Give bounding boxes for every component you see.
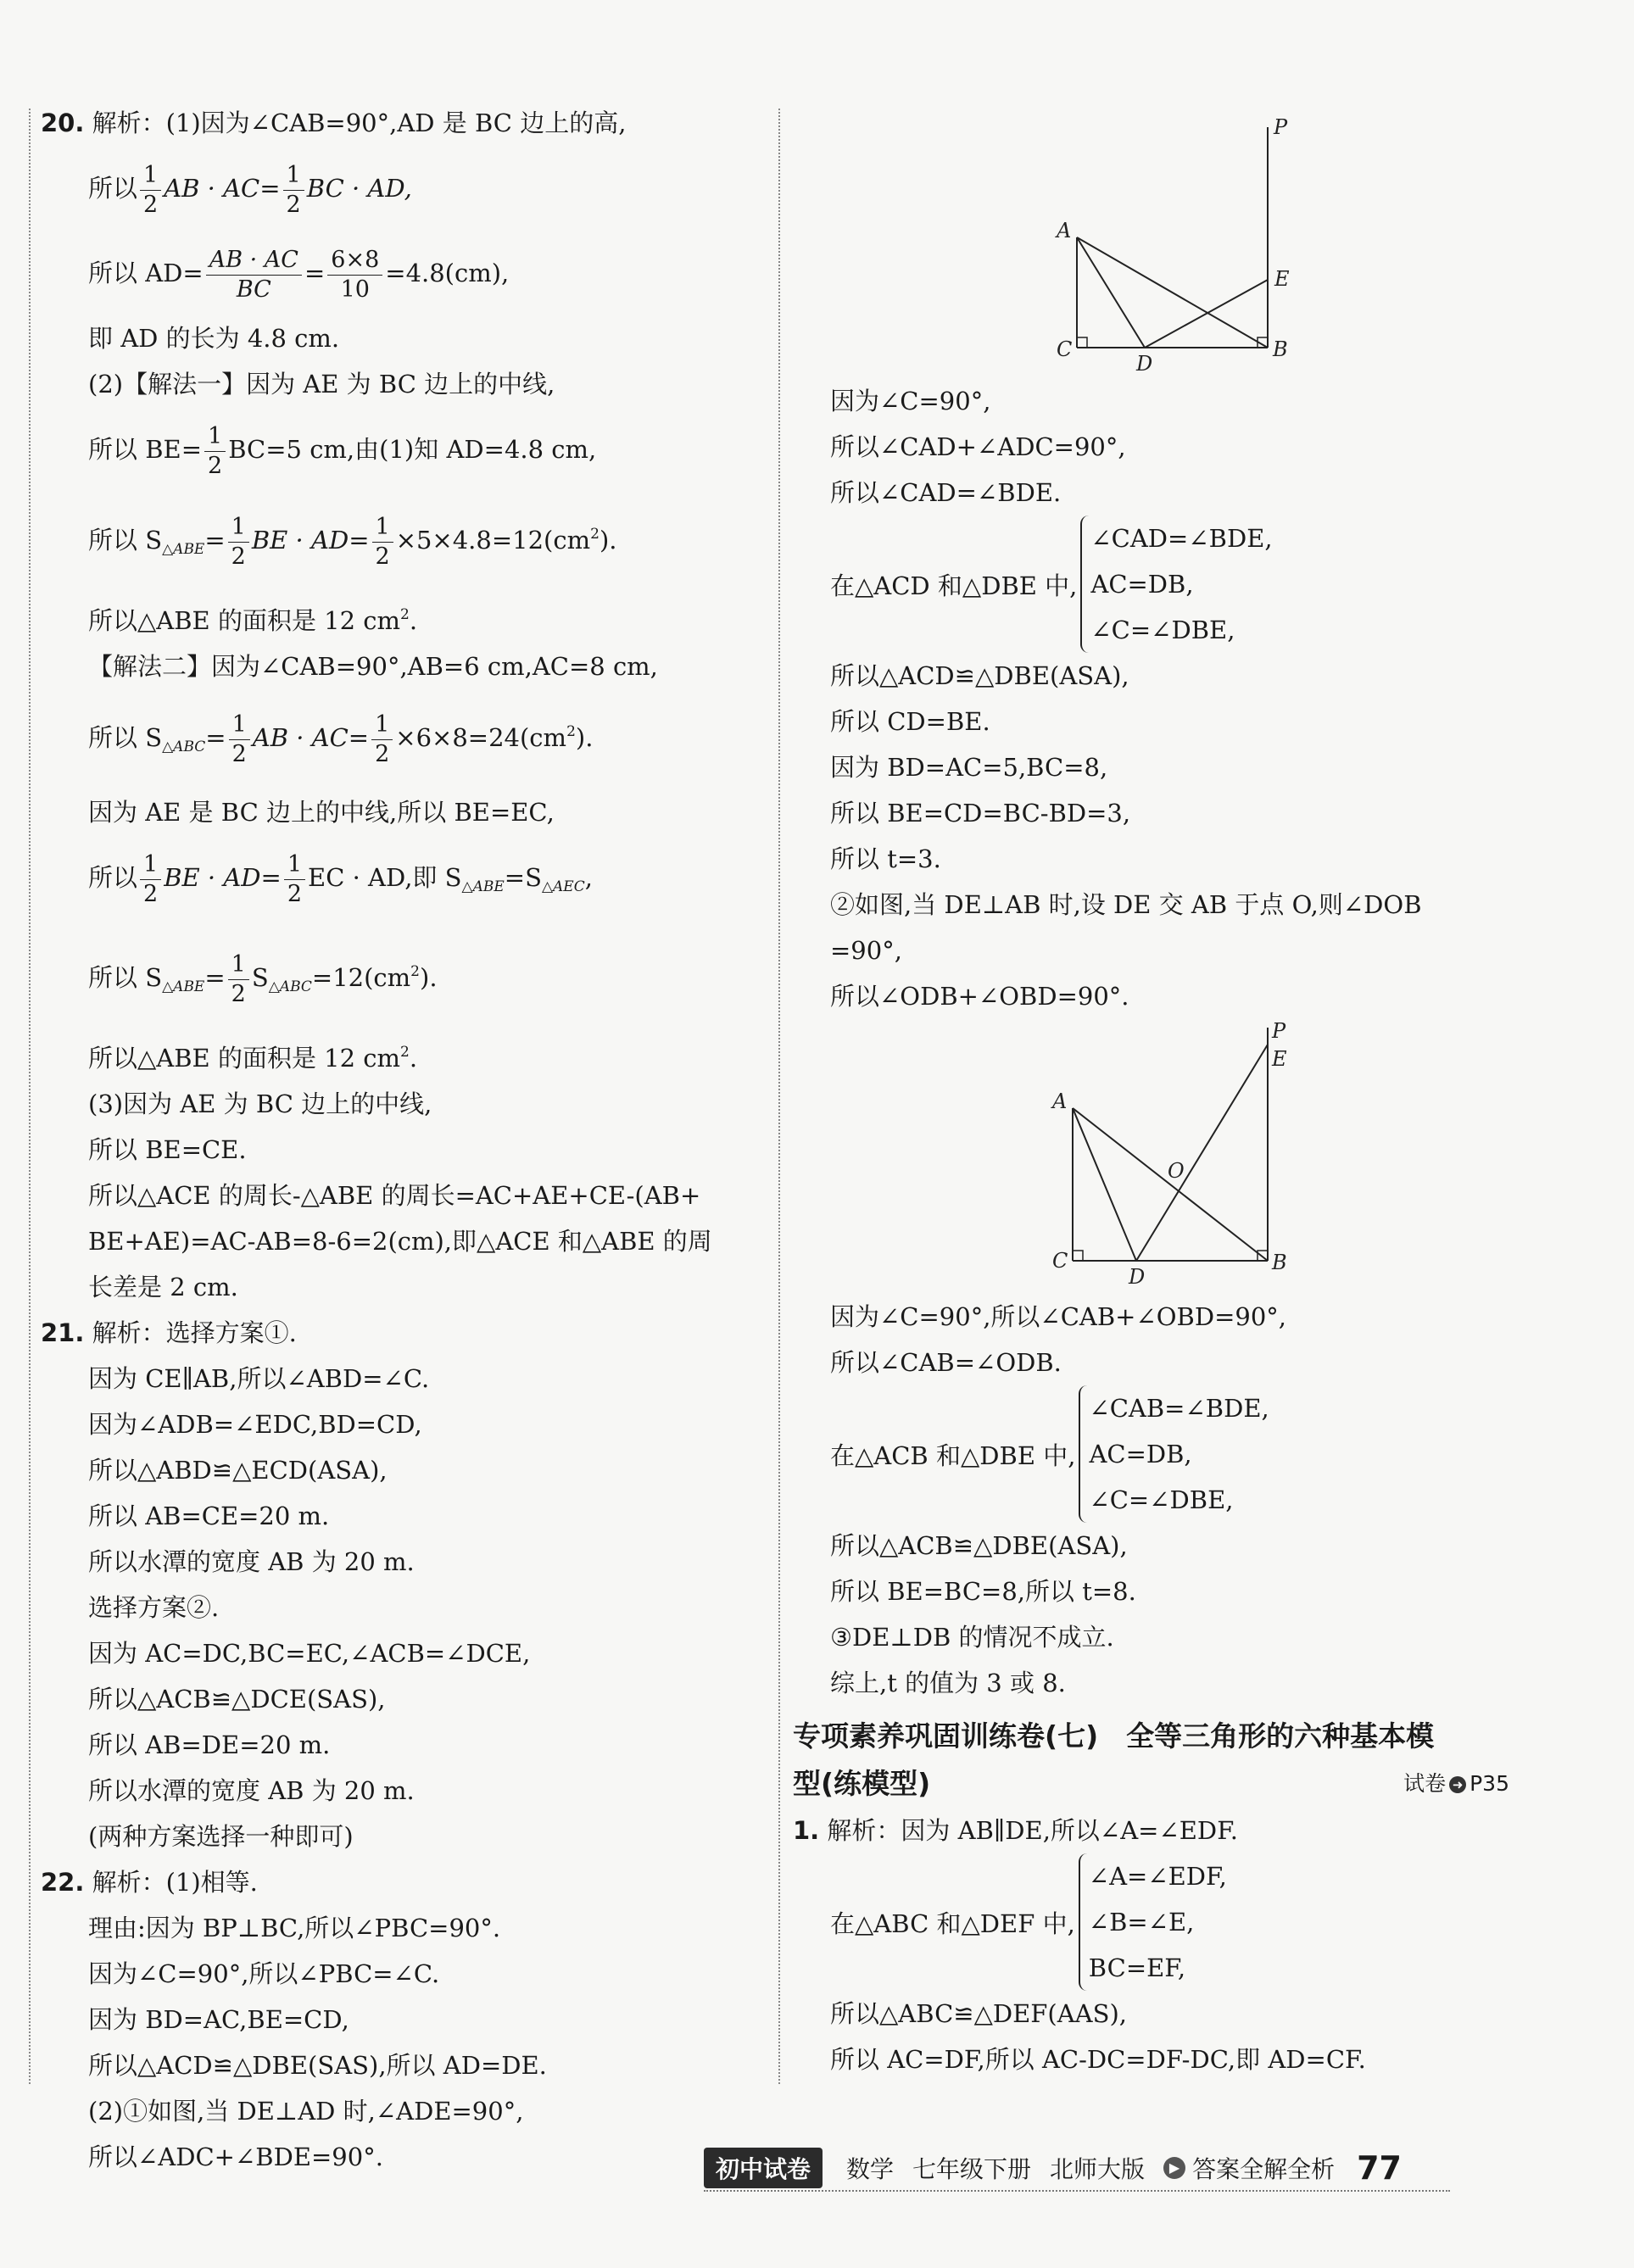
section-title-line1: 专项素养巩固训练卷(七) 全等三角形的六种基本模 — [793, 1719, 1435, 1753]
brace-items — [1079, 1385, 1269, 1523]
q20-line10: 所以 $S_{\triangle ABC}=$ $\frac{1}{2}$ AB · AC= $\frac{1}{2}$ $\times 6\times 8=24(cm^2)$. — [88, 710, 594, 767]
q20-line6: 所以 BE= $\frac{1}{2}$ BC=5 cm,由(1)知 AD=4.8 cm, — [88, 422, 597, 479]
fig1-line-ad — [1077, 237, 1145, 348]
q20-line12: 所以 $\frac{1}{2}$ BE · AD= $\frac{1}{2}$ EC · AD,即 $S_{\triangle ABE}=S_{\triangle AEC}$, — [88, 850, 593, 907]
brace-item: ∠B=∠E, — [1088, 1908, 1195, 1936]
fig1-label-p: P — [1274, 115, 1288, 139]
fig2-label-c: C — [1052, 1249, 1068, 1273]
brace-item: ∠A=∠EDF, — [1088, 1862, 1227, 1891]
q21-header: 21. 解析：选择方案①. — [41, 1318, 297, 1347]
brace-item: ∠C=∠DBE, — [1089, 1485, 1234, 1514]
q22-line: (2)①如图,当 DE⊥AD 时,∠ADE=90°, — [88, 2097, 524, 2126]
brace-item: ∠CAB=∠BDE, — [1089, 1394, 1269, 1423]
q21-line: 因为∠ADB=∠EDC,BD=CD, — [88, 1410, 422, 1439]
q21-line: 所以 AB=CE=20 m. — [88, 1502, 330, 1530]
q20-line13: 所以 $S_{\triangle ABE}=$ $\frac{1}{2}$ $S_{\triangle ABC}=12(cm^2)$. — [88, 950, 438, 1007]
text-line: 所以∠ODB+∠OBD=90°. — [830, 982, 1129, 1011]
subject-label: 数学 — [846, 2155, 895, 2183]
fig1-label-c: C — [1057, 337, 1073, 361]
left-column — [41, 100, 770, 2180]
page-number: 77 — [1357, 2149, 1402, 2187]
q21-line: 因为 CE∥AB,所以∠ABD=∠C. — [88, 1364, 430, 1393]
brace-item: AC=DB, — [1089, 1440, 1192, 1468]
brace-lead: 在△ABC 和△DEF 中, — [830, 1909, 1075, 1938]
text-line: 所以 BE=BC=8,所以 t=8. — [830, 1577, 1136, 1606]
text-line: 所以△ACB≌△DBE(ASA), — [830, 1531, 1128, 1560]
footer-rule — [704, 2190, 1450, 2192]
brace-item: BC=EF, — [1088, 1953, 1186, 1982]
q20-line18: BE+AE)=AC-AB=8-6=2(cm),即△ACE 和△ABE 的周 — [88, 1227, 712, 1256]
text-line: ③DE⊥DB 的情况不成立. — [830, 1623, 1114, 1652]
arrow-right-icon: ➜ — [1449, 1776, 1466, 1793]
fig1-line-ab — [1077, 237, 1268, 348]
text-line: 所以△ACD≌△DBE(ASA), — [830, 661, 1129, 690]
fig2-line-de — [1136, 1045, 1268, 1261]
brace-item: ∠C=∠DBE, — [1090, 616, 1235, 644]
part1-text-b — [793, 653, 1509, 1019]
text-line: =90°, — [830, 936, 902, 965]
q20-line9: 【解法二】因为∠CAB=90°,AB=6 cm,AC=8 cm, — [88, 652, 658, 681]
q21-line: 因为 AC=DC,BC=EC,∠ACB=∠DCE, — [88, 1639, 531, 1668]
brace-lead: 在△ACB 和△DBE 中, — [830, 1440, 1076, 1470]
q20-header — [41, 100, 770, 146]
q1-header: 1. 解析：因为 AB∥DE,所以∠A=∠EDF. — [793, 1816, 1239, 1845]
text-line: 所以 AC=DF,所以 AC-DC=DF-DC,即 AD=CF. — [830, 2045, 1366, 2074]
q20-line17: 所以△ACE 的周长-△ABE 的周长=AC+AE+CE-(AB+ — [88, 1181, 701, 1210]
q22-line: 所以∠ADC+∠BDE=90°. — [88, 2143, 383, 2171]
q21-line: 选择方案②. — [88, 1593, 220, 1622]
part1-text-a — [793, 378, 1509, 515]
fig1-label-e: E — [1274, 267, 1290, 291]
left-margin-rule — [29, 109, 31, 2084]
fig2-label-e: E — [1272, 1047, 1287, 1071]
fig2-label-p: P — [1272, 1019, 1286, 1043]
brace-lead: 在△ACD 和△DBE 中, — [830, 571, 1078, 600]
fig1-label-d: D — [1136, 352, 1153, 376]
brace-item: ∠CAD=∠BDE, — [1090, 524, 1273, 553]
q20-line19: 长差是 2 cm. — [88, 1273, 238, 1301]
q20-head-text: 解析：(1)因为∠CAB=90°,AD 是 BC 边上的高, — [92, 109, 627, 137]
q20-number: 20. — [41, 109, 85, 137]
brace-items — [1079, 1853, 1227, 1991]
q20-line5: (2)【解法一】因为 AE 为 BC 边上的中线, — [88, 370, 555, 398]
grade-label: 七年级下册 — [912, 2155, 1032, 2183]
brace-system-2 — [793, 1385, 1509, 1523]
brace-items — [1080, 515, 1272, 653]
fig1-right-angle-c — [1077, 337, 1087, 348]
q22-line: 因为∠C=90°,所以∠PBC=∠C. — [88, 1959, 440, 1988]
section-title-line2: 型(练模型) 试卷 ➜ P35 — [793, 1760, 1509, 1808]
q1-text — [793, 1991, 1509, 2082]
text-line: 因为∠C=90°, — [830, 387, 991, 415]
text-line: 所以 BE=CD=BC-BD=3, — [830, 799, 1131, 828]
q20-line11: 因为 AE 是 BC 边上的中线,所以 BE=EC, — [88, 798, 555, 827]
q21-line: 所以水潭的宽度 AB 为 20 m. — [88, 1776, 415, 1805]
right-column — [793, 110, 1509, 2082]
text-line: 所以△ABC≌△DEF(AAS), — [830, 1999, 1128, 2028]
q20-line7: 所以 $S_{\triangle ABE}=$ $\frac{1}{2}$ BE · AD= $\frac{1}{2}$ $\times 5\times 4.8=12(cm^2)$. — [88, 513, 617, 570]
q20-line16: 所以 BE=CE. — [88, 1135, 247, 1164]
part2-text-b — [793, 1523, 1509, 1706]
text-line: 所以∠CAB=∠ODB. — [830, 1348, 1062, 1377]
text-line: ②如图,当 DE⊥AB 时,设 DE 交 AB 于点 O,则∠DOB — [830, 890, 1422, 919]
fig1-label-a: A — [1057, 219, 1072, 242]
q22-body — [41, 1905, 770, 2180]
fig2-label-o: O — [1168, 1159, 1185, 1183]
q22-header: 22. 解析：(1)相等. — [41, 1868, 258, 1897]
text-line: 所以∠CAD+∠ADC=90°, — [830, 432, 1126, 461]
brace-item: AC=DB, — [1090, 570, 1194, 599]
fig2-line-ab — [1073, 1108, 1268, 1261]
play-icon: ▶ — [1163, 2157, 1185, 2179]
figure-1-triangle-diagram — [793, 110, 1509, 382]
q20-line14: 所以△ABE 的面积是 12 $cm^2$. — [88, 1044, 418, 1073]
q21-line: 所以水潭的宽度 AB 为 20 m. — [88, 1547, 415, 1576]
fig2-right-angle-c — [1073, 1251, 1083, 1261]
fig2-line-ad — [1073, 1108, 1136, 1261]
text-line: 综上,t 的值为 3 或 8. — [830, 1669, 1066, 1697]
section-title — [793, 1713, 1509, 1808]
text-line: 所以 CD=BE. — [830, 707, 990, 736]
brace-system-3 — [793, 1853, 1509, 1991]
q22-line: 因为 BD=AC,BE=CD, — [88, 2005, 349, 2034]
text-line: 所以 t=3. — [830, 844, 941, 873]
text-line: 所以∠CAD=∠BDE. — [830, 478, 1062, 507]
q20-line2: 所以 $\frac{1}{2}$ AB · AC= $\frac{1}{2}$ BC · AD, — [88, 161, 412, 218]
q20-line15: (3)因为 AE 为 BC 边上的中线, — [88, 1089, 432, 1118]
fig1-label-b: B — [1273, 337, 1288, 361]
fig2-label-d: D — [1129, 1265, 1146, 1289]
part2-text-a — [793, 1294, 1509, 1385]
q21-line: 所以△ABD≌△ECD(ASA), — [88, 1456, 388, 1485]
answer-tag: 答案全解全析 — [1192, 2155, 1336, 2183]
q21-line: 所以△ACB≌△DCE(SAS), — [88, 1685, 386, 1714]
fig2-label-a: A — [1052, 1089, 1068, 1113]
paper-reference: 试卷 ➜ P35 — [1403, 1771, 1509, 1796]
q22-line: 理由:因为 BP⊥BC,所以∠PBC=90°. — [88, 1914, 501, 1942]
brace-system-1 — [793, 515, 1509, 653]
q20-line4: 即 AD 的长为 4.8 cm. — [88, 324, 340, 353]
text-line: 因为∠C=90°,所以∠CAB+∠OBD=90°, — [830, 1302, 1287, 1331]
figure-2-triangle-diagram — [793, 1019, 1509, 1290]
q20-line8: 所以△ABE 的面积是 12 $cm^2$. — [88, 606, 418, 635]
q21-body — [41, 1356, 770, 1859]
q21-line: 所以 AB=DE=20 m. — [88, 1730, 331, 1759]
q21-line: (两种方案选择一种即可) — [88, 1822, 354, 1851]
edition-label: 北师大版 — [1050, 2155, 1146, 2183]
brand-label: 初中试卷 — [704, 2148, 823, 2188]
page-footer — [704, 2148, 1509, 2188]
q22-line: 所以△ACD≌△DBE(SAS),所以 AD=DE. — [88, 2051, 547, 2080]
column-divider — [778, 109, 780, 2084]
q20-line3: 所以 AD= $\frac{AB \cdot AC}{BC}$ = $\frac{6\times 8}{10}$ =4.8(cm), — [88, 246, 510, 303]
fig2-label-b: B — [1272, 1251, 1287, 1274]
text-line: 因为 BD=AC=5,BC=8, — [830, 753, 1108, 782]
